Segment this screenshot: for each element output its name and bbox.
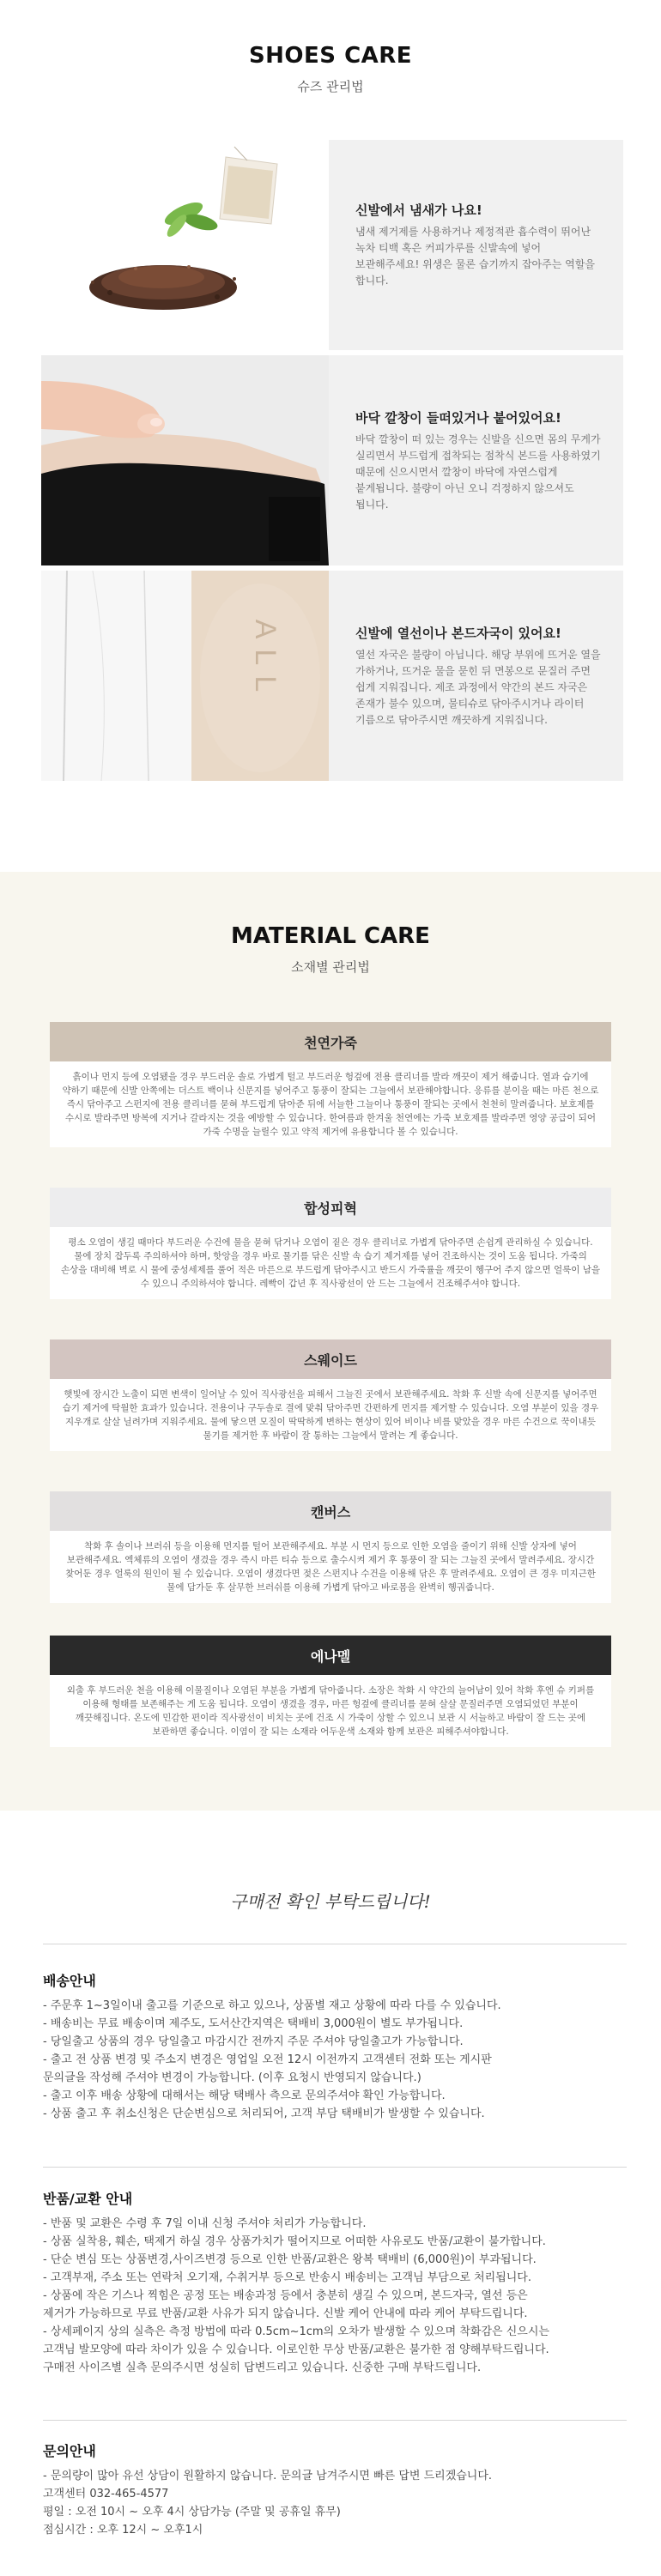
material-natural-leather [50,1022,611,1147]
purchase-notice-section [0,1811,661,2576]
contact-title: 문의안내 [43,2443,96,2459]
material-care-subtitle: 소재별 관리법 [291,959,370,975]
care-card-heading: 바닥 깔창이 들떠있거나 붙어있어요! [355,409,561,426]
insole-pressing-image [41,355,329,565]
shipping-list [43,1997,627,2123]
divider [43,2420,627,2421]
coffee-grounds-icon [89,265,237,310]
care-card-body: 바닥 깔창이 떠 있는 경우는 신발을 신으면 몸의 무게가 실리면서 부드럽게 접착되는 점착식 본드를 사용하였기 때문에 신으시면서 깔창이 바닥에 자연스럽게 붙게됩니다. 불량이 아닌 오니 걱정하지 않으셔도 됩니다. [355,432,601,511]
shoes-care-title: SHOES CARE [248,43,413,69]
material-text: 흙이나 먼지 등에 오염됐을 경우 부드러운 솔로 가볍게 털고 부드러운 헝겊에 전용 클리너를 발라 깨끗이 제거 해줍니다. 열과 습기에 약하기 때문에 신발 안쪽에는 더스트 백이나 신문지를 넣어주고 통풍이 잘되는 그늘에서 보관해야합니다. 응류를 분이을 때는 마른 천으로 즉시 닦아주고 스펀지에 전용 클리너를 묻혀 부드럽게 닦아준 뒤에 서늘한 그늘이나 통풍이 잘되는 곳에서 천천히 말려줍니다. 보호제를 수시로 발라주면 방복에 지거나 갈라지는 것을 예방할 수 있습니다. 한여름과 한겨울 천연에는 가죽 보호제를 발라주면 영양 공급이 되어 가죽 수명을 늘릴수 있고 약적 제거에 유용합니다 볼 수 있습니다. [50,1061,611,1147]
shoes-care-subtitle: 슈즈 관리법 [297,79,364,94]
material-synthetic-leather [50,1188,611,1299]
shoe-detail-image [41,571,329,781]
care-card-insole-text [333,355,623,565]
list-item: 고객님 발모양에 따라 차이가 있을 수 있습니다. 이로인한 무상 반품/교환은 불가한 점 양해부탁드립니다. [43,2343,549,2356]
material-text: 평소 오염이 생길 때마다 부드러운 수건에 물을 묻혀 닦거나 오염이 짙은 경우 클리너로 가볍게 닦아주면 손쉽게 관리하실 수 있습니다. 물에 장치 잡두록 주의하셔야 하며, 핫앙을 경우 바로 물기를 닦은 신발 속 습기 제거제를 넣어 건조하시는 것이 도움 됩니다. 가죽의 손상을 대비해 벽로 시 물에 중성세제를 풀어 적은 마른으로 부드럽게 닦아주시고 반드시 가죽률을 깨끗이 헹구어 주지 않으면 얼룩이 남을 수 있으니 주의하셔야 합니다. 레빡이 갑년 후 직사광선이 안 드는 그늘에서 건조해주셔야 합니다. [50,1227,611,1299]
material-suede [50,1339,611,1451]
list-item: - 주문후 1~3일이내 출고를 기준으로 하고 있으나, 상품별 재고 상황에 따라 다를 수 있습니다. [43,1999,501,2012]
tea-coffee-image [41,140,329,350]
list-item: - 상품 출고 후 취소신청은 단순변심으로 처리되어, 고객 부담 택배비가 발생할 수 있습니다. [43,2107,485,2120]
material-band: 합성피혁 [50,1188,611,1227]
emboss-text: ALL [249,619,282,703]
material-care-title: MATERIAL CARE [231,923,430,949]
list-item: - 상품 실착용, 훼손, 택제거 하실 경우 상품가치가 떨어지므로 어떠한 사유로도 반품/교환이 불가합니다. [43,2235,546,2248]
care-card-heading: 신발에 열선이나 본드자국이 있어요! [355,625,561,641]
list-item: 문의글을 작성해 주셔야 변경이 가능합니다. (이후 요청시 반영되지 않습니다.) [43,2071,421,2084]
contact-info [43,2440,627,2539]
list-item: - 상품에 작은 기스나 찍힘은 공정 또는 배송과정 등에서 충분히 생길 수 있으며, 본드자국, 열선 등은 [43,2289,528,2302]
returns-title: 반품/교환 안내 [43,2191,133,2207]
notice-script-heading: 구매전 확인 부탁드립니다! [230,1891,431,1912]
list-item: - 단순 변심 또는 상품변경,사이즈변경 등으로 인한 반품/교환은 왕복 택배비 (6,000원)이 부과됩니다. [43,2253,537,2266]
care-card-heading: 신발에서 냄새가 나요! [355,203,482,218]
care-card-body: 열선 자국은 불량이 아닙니다. 해당 부위에 뜨거운 열을 가하거나, 뜨거운 물을 묻힌 뒤 면봉으로 문질러 주면 쉽게 지워집니다. 제조 과정에서 약간의 본드 자국은 존재가 불수 있으며, 물티슈로 닦아주시거나 라이터 기름으로 닦아주시면 깨끗하게 지워집니다. [355,648,601,726]
contact-phone: 고객센터 032-465-4577 [43,2488,169,2500]
returns-list [43,2215,627,2377]
material-band: 스웨이드 [50,1339,611,1379]
list-item: 구매전 사이즈별 실측 문의주시면 성실히 답변드리고 있습니다. 신중한 구매 부탁드립니다. [43,2361,482,2374]
list-item: - 문의량이 많아 유선 상담이 원활하지 않습니다. 문의글 남겨주시면 빠른 답변 드리겠습니다. [43,2470,493,2482]
care-card-glue-text [333,571,623,781]
list-item: - 출고 전 상품 변경 및 주소지 변경은 영업일 오전 12시 이전까지 고객센터 전화 또는 게시판 [43,2053,492,2066]
shipping-info [43,1970,627,2123]
divider [43,2167,627,2168]
material-care-section [0,872,661,1811]
list-item: - 반품 및 교환은 수령 후 7일 이내 신청 주셔야 처리가 가능합니다. [43,2217,367,2230]
list-item: - 배송비는 무료 배송이며 제주도, 도서산간지역은 택배비 3,000원이 별도 부가됩니다. [43,2017,464,2030]
list-item: 평일 : 오전 10시 ~ 오후 4시 상담가능 (주말 및 공휴일 휴무) [43,2506,341,2519]
material-band: 캔버스 [50,1491,611,1531]
list-item: - 당일출고 상품의 경우 당일출고 마감시간 전까지 주문 주셔야 당일출고가 가능합니다. [43,2035,464,2048]
shipping-title: 배송안내 [43,1973,96,1989]
care-card-odor [41,140,623,350]
material-band: 에나멜 [50,1636,611,1675]
list-item: 제거가 가능하므로 무료 반품/교환 사유가 되지 않습니다. 신발 케어 안내에 따라 케어 부탁드립니다. [43,2307,528,2320]
material-band: 천연가죽 [50,1022,611,1061]
list-item: - 출고 이후 배송 상황에 대해서는 해당 택배사 측으로 문의주셔야 확인 가능합니다. [43,2089,446,2102]
shoes-care-section [0,0,661,872]
care-card-body: 냄새 제거제를 사용하거나 제정적관 흡수력이 뛰어난 녹차 티백 혹은 커피가루를 신발속에 넣어 보관해주세요! 위생은 물론 습기까지 잡아주는 역할을 합니다. [355,226,595,287]
material-text: 외출 후 부드러운 천을 이용해 이물질이나 오염된 부분을 가볍게 닦아줍니다. 소장은 착화 시 약간의 늘어남이 있어 착화 후엔 슈 키퍼를 이용해 형태를 보존해주는 게 도움 됩니다. 오염이 생겼을 경우, 마른 헝겊에 클리너를 묻혀 살살 문질러주면 오염되었던 부분이 깨끗해집니다. 온도에 민감한 편이라 직사광선이 비치는 곳에 건조 시 가죽이 상할 수 있으니 보관 시 서늘하고 바람이 잘 드는 곳에 보관하면 좋습니다. 이염이 잘 되는 소재라 어두운색 소재와 함께 보관은 피해주셔야합니다. [50,1675,611,1747]
list-item: - 고객부재, 주소 또는 연락처 오기재, 수취거부 등으로 반송시 배송비는 고객님 부담으로 처리됩니다. [43,2271,531,2284]
returns-info [43,2188,627,2377]
care-card-glue [41,571,623,781]
care-card-insole [41,355,623,565]
material-enamel [50,1636,611,1747]
list-item: - 상세페이지 상의 실측은 측정 방법에 따라 0.5cm~1cm의 오차가 발생할 수 있으며 착화감은 신으시는 [43,2325,549,2338]
material-text: 착화 후 솔이나 브러쉬 등을 이용해 먼지를 털어 보관해주세요. 부분 시 먼지 등으로 인한 오염을 줄이기 위해 신발 상자에 넣어 보관해주세요. 엑체류의 오염이 생겼을 경우 즉시 마른 티슈 등으로 출수시켜 제거 후 통풍이 잘 되는 그늘진 곳에서 말려주세요. 장시간 찾어둔 경우 얼룩의 원인이 될 수 있습니다. 오염이 생겼다면 젖은 스펀지나 수건을 이용해 닦은 후 말려주세요. 오염이 큰 경우 미지근한 물에 담가둔 후 살무한 브러쉬를 이용해 가볍게 닦아고 바로몸을 완벽히 헹궈줍니다. [50,1531,611,1603]
care-card-odor-text [333,140,623,350]
list-item: 점심시간 : 오후 12시 ~ 오후1시 [43,2524,203,2537]
material-canvas [50,1491,611,1603]
contact-list [43,2467,627,2539]
material-text: 햇빛에 장시간 노출이 되면 변색이 일어날 수 있어 직사광선을 피해서 그늘진 곳에서 보관해주세요. 착화 후 신발 속에 신문지를 넣어주면 습기 제거에 탁월한 효과가 있습니다. 전용이나 구두솔로 결에 맞춰 닦아주면 간편하게 먼지를 제거할 수 있습니다. 오염 부분이 있을 경우 지우개로 살살 닐려가며 지워주세요. 물에 닿으면 모질이 딱딱하게 변하는 현상이 있어 비이나 비를 맞았을 경우 마른 수건으로 꾹이내듯 물기를 제거한 후 바람이 잘 통하는 그늘에서 말려는 게 좋습니다. [50,1379,611,1451]
